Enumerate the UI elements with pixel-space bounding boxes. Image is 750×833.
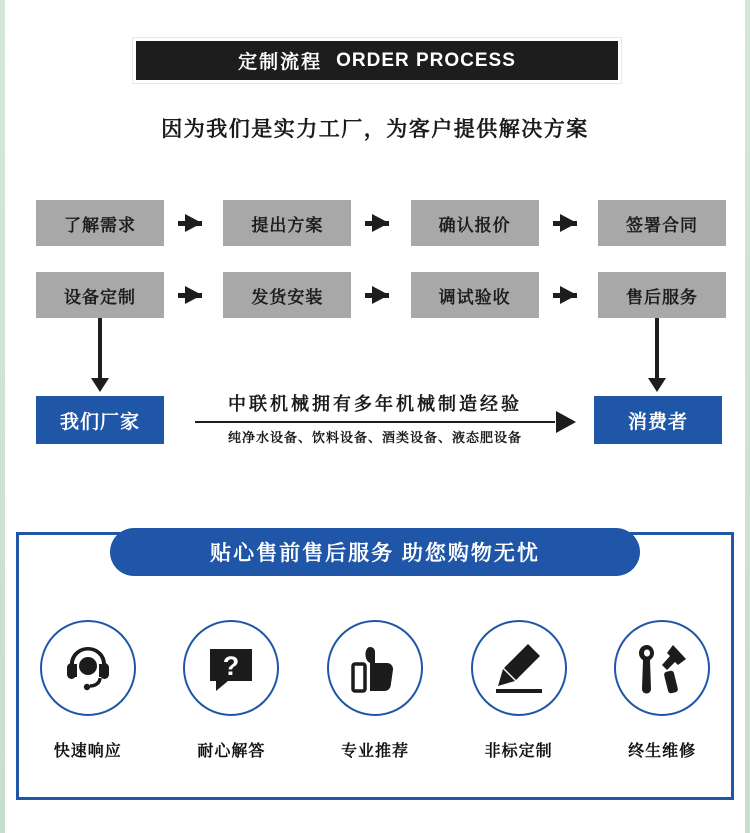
headset-icon xyxy=(40,620,136,716)
service-item-professional-recommendation xyxy=(311,620,439,761)
service-label-patient-answers: 耐心解答 xyxy=(197,743,266,760)
factory-box: 我们厂家 xyxy=(36,396,164,444)
flow-row-2 xyxy=(36,272,726,318)
flow-arrow-4 xyxy=(164,272,223,318)
service-item-patient-answers xyxy=(167,620,295,761)
arrow-down-icon-right xyxy=(648,378,666,392)
flow-step-after-sales-service: 售后服务 xyxy=(598,272,726,318)
arrow-right-icon xyxy=(185,214,202,232)
service-item-fast-response xyxy=(24,620,152,761)
svg-text:?: ? xyxy=(223,651,240,681)
question-bubble-icon xyxy=(183,620,279,716)
arrow-right-icon xyxy=(372,286,389,304)
service-label-nonstandard-customization: 非标定制 xyxy=(484,743,553,760)
arrow-right-icon xyxy=(560,214,577,232)
service-label-professional-recommendation: 专业推荐 xyxy=(340,743,409,760)
flow-step-sign-contract: 签署合同 xyxy=(598,200,726,246)
service-item-lifetime-maintenance xyxy=(598,620,726,761)
flow-step-commissioning-acceptance: 调试验收 xyxy=(411,272,539,318)
header-title-en: ORDER PROCESS xyxy=(336,49,516,71)
caption-line-2: 纯净水设备、饮料设备、酒类设备、液态肥设备 xyxy=(227,430,522,445)
middle-caption xyxy=(175,390,575,446)
thumbs-up-icon xyxy=(327,620,423,716)
service-label-fast-response: 快速响应 xyxy=(53,743,122,760)
section-header-bar xyxy=(133,38,621,83)
consumer-box: 消费者 xyxy=(594,396,722,444)
wrench-screwdriver-icon xyxy=(614,620,710,716)
page-subtitle: 因为我们是实力工厂，为客户提供解决方案 xyxy=(161,118,589,141)
flow-arrow-5 xyxy=(351,272,410,318)
caption-divider xyxy=(195,421,555,423)
arrow-right-icon xyxy=(185,286,202,304)
service-badge xyxy=(110,528,640,576)
flow-arrow-2 xyxy=(351,200,410,246)
arrow-down-icon-left xyxy=(91,378,109,392)
flow-arrow-6 xyxy=(539,272,598,318)
arrow-right-icon xyxy=(560,286,577,304)
service-label-lifetime-maintenance: 终生维修 xyxy=(628,743,697,760)
pencil-icon xyxy=(471,620,567,716)
flow-arrow-1 xyxy=(164,200,223,246)
connector-line-left xyxy=(98,318,102,380)
connector-line-right xyxy=(655,318,659,380)
flow-step-shipping-installation: 发货安装 xyxy=(223,272,351,318)
header-title-cn: 定制流程 xyxy=(238,52,323,73)
service-item-nonstandard-customization xyxy=(455,620,583,761)
flow-step-confirm-quote: 确认报价 xyxy=(411,200,539,246)
flow-step-propose-plan: 提出方案 xyxy=(223,200,351,246)
arrow-right-icon xyxy=(372,214,389,232)
arrow-right-icon-consumer xyxy=(556,411,576,433)
flow-arrow-3 xyxy=(539,200,598,246)
caption-line-1: 中联机械拥有多年机械制造经验 xyxy=(228,394,522,414)
service-badge-text: 贴心售前售后服务 助您购物无忧 xyxy=(210,542,540,565)
flow-step-equipment-customization: 设备定制 xyxy=(36,272,164,318)
service-icons-row xyxy=(16,620,734,761)
flow-step-understand-needs: 了解需求 xyxy=(36,200,164,246)
flow-row-1 xyxy=(36,200,726,246)
